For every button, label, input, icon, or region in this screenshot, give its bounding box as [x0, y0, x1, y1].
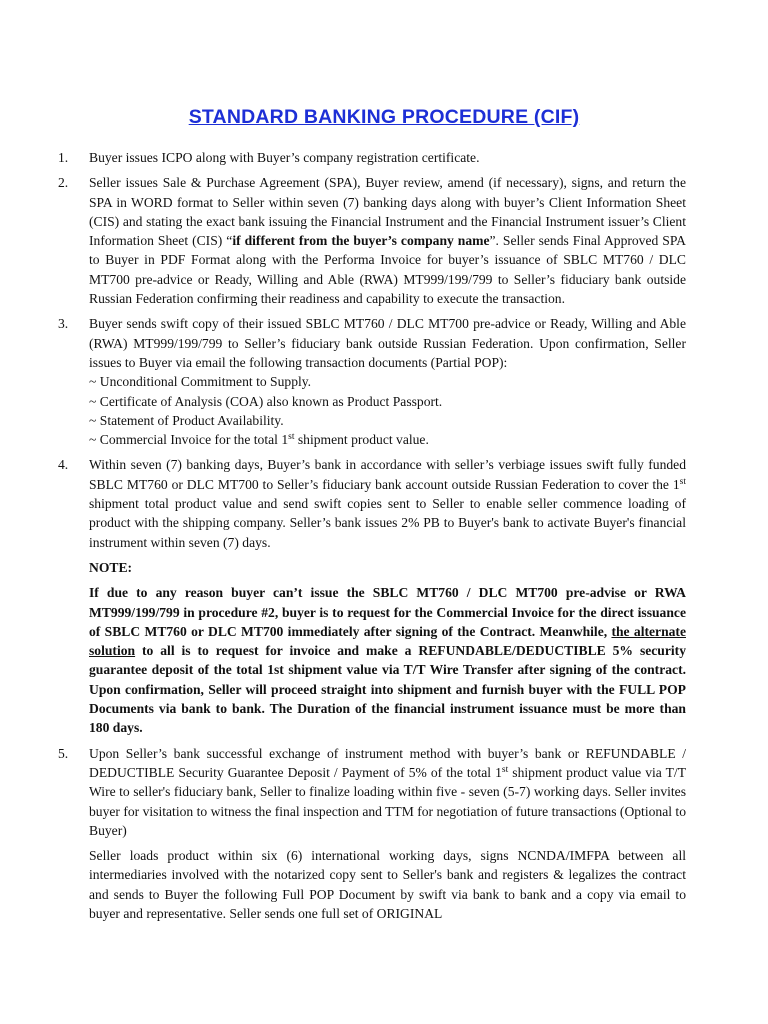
item-text-part: Seller issues Sale & Purchase Agreement (SPA), Buyer review, amend (if necessary), signs, and return the SPA in WORD format to Seller within seven (7) banking days along with buyer’s Client Information Sheet (CIS) and stating the exact bank issuing the Financial Instrument and the Financial Instrument issuer’s Client Information Sheet (CIS) “	[89, 175, 686, 249]
procedure-item-1	[58, 148, 686, 167]
document-body	[58, 148, 686, 923]
procedure-item-3	[58, 314, 686, 449]
superscript: st	[501, 764, 509, 775]
item-number: 5.	[58, 745, 69, 761]
item-number: 2.	[58, 175, 69, 191]
item-text	[89, 173, 686, 308]
page-title: STANDARD BANKING PROCEDURE (CIF)	[188, 106, 580, 128]
final-paragraph: Seller loads product within six (6) international working days, signs NCNDA/IMFPA between all intermediaries involved with the notarized copy sent to Seller's bank and registers & legalizes the contract and sends to Buyer the following Full POP Document by swift via bank to bank and a copy via email to buyer and representative. Seller sends one full set of ORIGINAL	[89, 848, 686, 921]
doc-list-item: ~ Statement of Product Availability.	[89, 412, 284, 428]
doc-list-item: ~ Certificate of Analysis (COA) also known as Product Passport.	[89, 393, 443, 409]
item-text	[89, 744, 686, 840]
note-text-part: to all is to request for invoice and make a REFUNDABLE/DEDUCTIBLE 5% security guarantee deposit of the total 1st shipment value via T/T Wire Transfer after signing of the contract. Upon confirmation, Seller will proceed straight into shipment and furnish buyer with the FULL POP Documents via bank to bank. The Duration of the financial instrument issuance must be more than 180 days.	[89, 643, 686, 736]
item-text-part: Within seven (7) banking days, Buyer’s bank in accordance with seller’s verbiage issues swift fully funded SBLC MT760 or DLC MT700 to Seller’s fiduciary bank account outside Russian Federation to cover the 1	[89, 457, 686, 492]
item-text-bold: if different from the buyer’s company name	[232, 233, 490, 249]
item-text-part: Upon Seller’s bank successful exchange of instrument method with buyer’s bank or REFUNDABLE / DEDUCTIBLE Security Guarantee Deposit / Payment of 5% of the total 1	[89, 745, 686, 780]
item-text-part: shipment total product value and send swift copies sent to Seller to enable seller commence loading of product with the shipping company. Seller’s bank issues 2% PB to Buyer's bank to activate Buyer's financial instrument within seven (7) days.	[89, 496, 686, 550]
item-text: Buyer issues ICPO along with Buyer’s company registration certificate.	[89, 150, 480, 165]
doc-list-item: ~ Unconditional Commitment to Supply.	[89, 374, 312, 390]
item-text-part: ”. Seller sends Final Approved SPA to Buyer in PDF Format along with the Performa Invoice for buyer’s issuance of SBLC MT760 / DLC MT700 pre-advice or Ready, Willing and Able (RWA) MT999/199/799 to Seller’s fiduciary bank outside Russian Federation confirming their readiness and capability to execute the transaction.	[89, 233, 686, 307]
superscript: st	[288, 432, 295, 443]
item-paragraph: Buyer sends swift copy of their issued SBLC MT760 / DLC MT700 pre-advice or Ready, Willing and Able (RWA) MT999/199/799 to Seller’s fiduciary bank outside Russian Federation. Upon confirmation, Seller issues to Buyer via email the following transaction documents (Partial POP):	[89, 316, 686, 370]
item-number: 3.	[58, 316, 69, 332]
procedure-item-4	[58, 455, 686, 551]
note-heading: NOTE:	[89, 559, 133, 575]
item-number: 4.	[58, 457, 69, 473]
procedure-item-2	[58, 173, 686, 308]
item-text	[89, 455, 686, 551]
note-text	[89, 583, 686, 737]
doc-text-part: ~ Commercial Invoice for the total 1	[89, 432, 289, 448]
note-underlined: the alternate solution	[89, 623, 686, 659]
item-text	[89, 314, 686, 449]
doc-text-part: shipment product value.	[294, 432, 429, 448]
note-text-part: If due to any reason buyer can’t issue the SBLC MT760 / DLC MT700 pre-advise or RWA MT999/199/799 in procedure #2, buyer is to request for the Commercial Invoice for the direct issuance of SBLC MT760 or DLC MT700 immediately after signing of the Contract. Meanwhile,	[89, 585, 686, 639]
doc-list-item	[89, 430, 686, 449]
procedure-item-5	[58, 744, 686, 840]
item-text-part: shipment product value via T/T Wire to seller's fiduciary bank, Seller to finalize loading within five - seven (5-7) working days. Seller invites buyer for visitation to witness the final inspection and TTM for negotiation of future transactions (Optional to Buyer)	[89, 764, 687, 838]
item-number: 1.	[58, 150, 69, 165]
superscript: st	[679, 476, 686, 487]
